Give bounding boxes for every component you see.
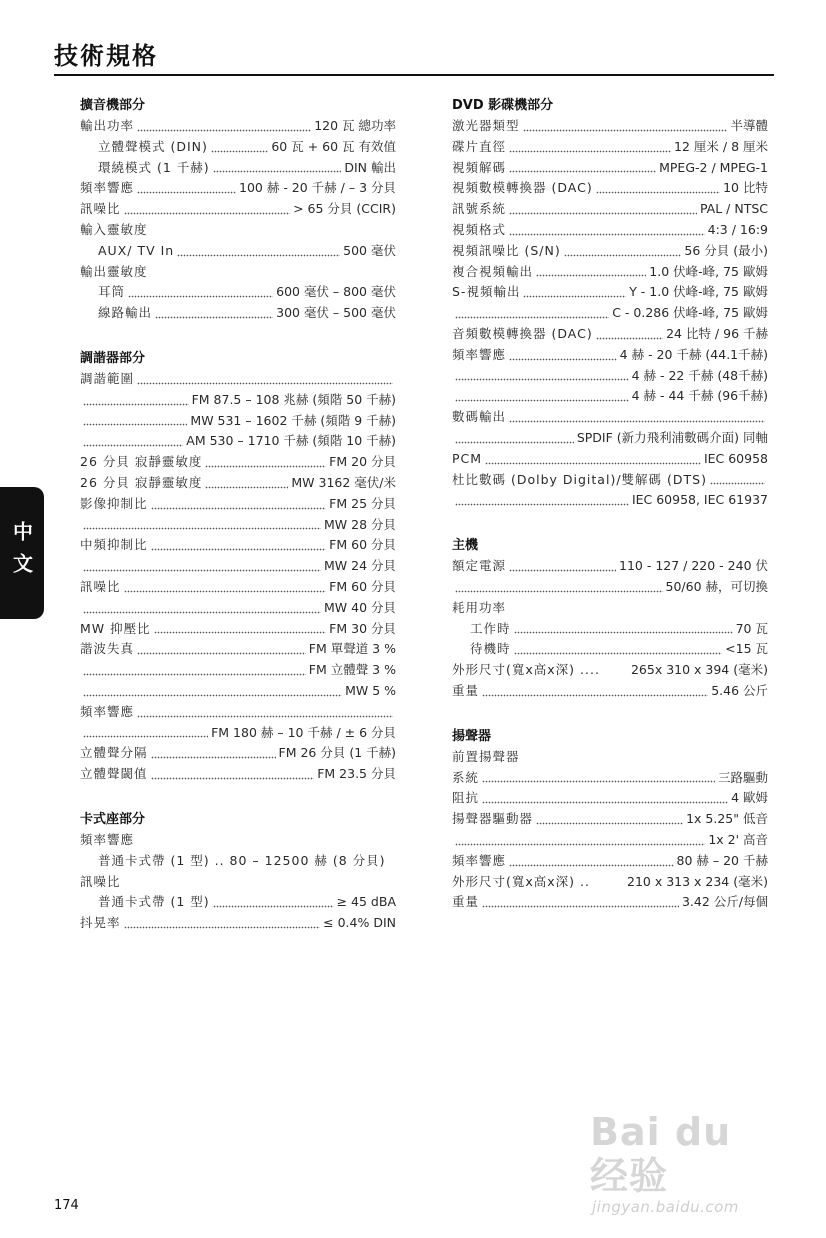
- spec-value: 300 毫伏 – 500 毫伏: [276, 305, 396, 321]
- section-title: 揚聲器: [452, 728, 492, 744]
- spec-row: [452, 598, 768, 619]
- spec-row: [80, 851, 396, 872]
- spec-section: [452, 727, 768, 913]
- spec-row: [452, 809, 768, 830]
- spec-value: 50/60 赫，可切換: [665, 578, 768, 594]
- spec-label: 26 分貝 寂靜靈敏度: [80, 454, 203, 470]
- spec-label: 輸出功率: [80, 118, 135, 133]
- spec-value: 600 毫伏 – 800 毫伏: [276, 284, 396, 300]
- section-title: 調諧器部分: [80, 350, 146, 366]
- spec-value: AM 530 – 1710 千赫 (頻階 10 千赫): [186, 433, 396, 449]
- spec-value: 三路驅動: [717, 769, 768, 785]
- baidu-watermark: [590, 1110, 780, 1216]
- dot-leader: [523, 127, 728, 132]
- spec-row: [452, 116, 768, 137]
- dot-leader: [124, 924, 321, 929]
- spec-row: [80, 639, 396, 660]
- spec-label: 影像抑制比: [80, 495, 148, 511]
- spec-row: [80, 702, 396, 723]
- spec-value: 24 比特 / 96 千赫: [666, 325, 768, 341]
- dot-leader: [213, 168, 342, 173]
- spec-value: C - 0.286 伏峰-峰, 75 歐姆: [612, 305, 768, 321]
- spec-value: 56 分貝 (最小): [684, 242, 768, 258]
- dot-leader: [137, 189, 236, 194]
- title-rule: [54, 74, 774, 76]
- spec-value: FM 60 分貝: [329, 537, 396, 553]
- spec-label: 音頻數模轉換器 (DAC): [452, 325, 593, 341]
- spec-section: [80, 810, 396, 934]
- spec-row: [452, 386, 768, 407]
- spec-row: [80, 681, 396, 702]
- spec-label: 阻抗: [452, 790, 480, 806]
- page-number: 174: [54, 1198, 79, 1213]
- spec-label: 頻率響應: [80, 831, 135, 847]
- page-title: 技術規格: [54, 42, 158, 70]
- spec-value: 4 赫 - 20 千赫 (44.1千赫): [619, 346, 768, 362]
- spec-value: PAL / NTSC: [699, 201, 768, 217]
- spec-label: 輸出靈敏度: [80, 263, 148, 279]
- dot-leader: [509, 862, 674, 867]
- dot-leader: [83, 733, 208, 738]
- spec-row: [452, 470, 768, 491]
- spec-value: FM 23.5 分貝: [317, 766, 396, 782]
- dot-leader: [596, 189, 720, 194]
- spec-value: ≥ 45 dBA: [336, 894, 396, 910]
- spec-label: 複合視頻輸出: [452, 263, 534, 279]
- spec-label: 立體聲模式 (DIN): [98, 138, 208, 154]
- spec-label: S-視頻輸出: [452, 284, 521, 300]
- spec-row: [452, 262, 768, 283]
- spec-label: 頻率響應: [80, 180, 135, 196]
- dot-leader: [83, 401, 189, 406]
- spec-label: 視頻格式: [452, 221, 507, 237]
- dot-leader: [137, 650, 306, 655]
- spec-label: 抖晃率: [80, 915, 121, 931]
- spec-value: FM 60 分貝: [329, 578, 396, 594]
- spec-row: [80, 515, 396, 536]
- dot-leader: [710, 480, 765, 485]
- spec-label: 外形尺寸(寬x高x深) ..: [452, 873, 590, 889]
- spec-label: 訊號系統: [452, 201, 507, 217]
- spec-label: 頻率響應: [452, 852, 507, 868]
- spec-value: 1x 2' 高音: [708, 831, 768, 847]
- spec-row: [452, 158, 768, 179]
- spec-label: 系統: [452, 769, 480, 785]
- spec-label: 訊噪比: [80, 578, 121, 594]
- spec-value: MPEG-2 / MPEG-1: [659, 159, 768, 175]
- spec-row: [452, 892, 768, 913]
- language-side-tab: [0, 487, 44, 619]
- spec-label: 數碼輸出: [452, 409, 507, 425]
- dot-leader: [83, 421, 187, 426]
- right-column: [452, 96, 768, 938]
- spec-value: FM 87.5 – 108 兆赫 (頻階 50 千赫): [191, 391, 396, 407]
- spec-value: 4:3 / 16:9: [707, 221, 768, 237]
- spec-value: 100 赫 - 20 千赫 / – 3 分貝: [239, 180, 396, 196]
- spec-row: [452, 768, 768, 789]
- spec-row: [452, 241, 768, 262]
- spec-value: <15 瓦: [725, 641, 768, 657]
- spec-label: 26 分貝 寂靜靈敏度: [80, 474, 203, 490]
- watermark-logo: [590, 1110, 780, 1198]
- spec-value: Y - 1.0 伏峰-峰, 75 歐姆: [629, 284, 768, 300]
- spec-row: [80, 220, 396, 241]
- spec-value: 12 厘米 / 8 厘米: [674, 138, 768, 154]
- spec-label: 杜比數碼 (Dolby Digital)/雙解碼 (DTS): [452, 471, 707, 487]
- dot-leader: [205, 484, 288, 489]
- spec-row: [80, 178, 396, 199]
- spec-row: [80, 913, 396, 934]
- spec-value: 10 比特: [723, 180, 768, 196]
- spec-row: [80, 282, 396, 303]
- spec-label: 視頻數模轉換器 (DAC): [452, 180, 593, 196]
- dot-leader: [536, 272, 646, 277]
- dot-leader: [211, 148, 268, 153]
- spec-label: 訊噪比: [80, 873, 121, 889]
- spec-value: 4 赫 - 44 千赫 (96千赫): [631, 388, 768, 404]
- spec-value: 1.0 伏峰-峰, 75 歐姆: [649, 263, 768, 279]
- spec-value: > 65 分貝 (CCIR): [293, 201, 396, 217]
- dot-leader: [83, 567, 321, 572]
- spec-value: 半導體: [730, 118, 768, 133]
- spec-row: [452, 345, 768, 366]
- spec-row: [452, 681, 768, 702]
- spec-label: 待機時: [470, 641, 511, 657]
- spec-row: [80, 452, 396, 473]
- spec-value: DIN 輸出: [344, 159, 396, 175]
- dot-leader: [455, 501, 629, 506]
- spec-row: [80, 556, 396, 577]
- watermark-url: jingyan.baidu.com: [592, 1198, 739, 1216]
- spec-value: SPDIF (新力飛利浦數碼介面) 同軸: [576, 429, 768, 445]
- spec-row: [452, 449, 768, 470]
- spec-label: 輸入靈敏度: [80, 221, 148, 237]
- spec-label: 環繞模式 (1 千赫): [98, 159, 210, 175]
- spec-row: [452, 747, 768, 768]
- spec-row: [80, 577, 396, 598]
- section-title: 擴音機部分: [80, 98, 146, 113]
- spec-label: AUX/ TV In: [98, 242, 175, 258]
- spec-value: FM 30 分貝: [329, 620, 396, 636]
- spec-value: 265x 310 x 394 (毫米): [630, 662, 768, 678]
- spec-value: 80 赫 – 20 千赫: [676, 852, 768, 868]
- spec-row: [80, 619, 396, 640]
- spec-row: [452, 556, 768, 577]
- dot-leader: [482, 799, 728, 804]
- dot-leader: [509, 231, 705, 236]
- spec-value: FM 180 赫 – 10 千赫 / ± 6 分貝: [211, 724, 396, 740]
- spec-label: 普通卡式帶 (1 型): [98, 894, 210, 910]
- spec-label: MW 抑壓比: [80, 620, 151, 636]
- dot-leader: [137, 380, 393, 385]
- dot-leader: [213, 903, 334, 908]
- dot-leader: [151, 505, 327, 510]
- spec-row: [80, 369, 396, 390]
- spec-row: [452, 788, 768, 809]
- spec-label: 額定電源: [452, 558, 507, 574]
- spec-row: [452, 639, 768, 660]
- dot-leader: [514, 650, 723, 655]
- spec-row: [80, 116, 396, 137]
- spec-label: 立體聲分隔: [80, 745, 148, 761]
- spec-row: [80, 431, 396, 452]
- spec-row: [80, 137, 396, 158]
- spec-row: [80, 660, 396, 681]
- left-column: [80, 96, 396, 959]
- spec-row: [80, 892, 396, 913]
- spec-value: FM 25 分貝: [329, 495, 396, 511]
- spec-row: [80, 764, 396, 785]
- dot-leader: [137, 713, 393, 718]
- spec-section: [452, 96, 768, 511]
- dot-leader: [455, 841, 705, 846]
- spec-label: 前置揚聲器: [452, 748, 520, 764]
- spec-label: 激光器類型: [452, 118, 520, 133]
- spec-label: 耗用功率: [452, 599, 507, 615]
- dot-leader: [155, 314, 273, 319]
- spec-value: MW 40 分貝: [324, 599, 396, 615]
- spec-value: ≤ 0.4% DIN: [323, 915, 396, 931]
- spec-row: [80, 598, 396, 619]
- dot-leader: [485, 460, 701, 465]
- spec-value: 210 x 313 x 234 (毫米): [627, 873, 768, 889]
- spec-row: [452, 366, 768, 387]
- dot-leader: [455, 376, 629, 381]
- spec-label: 工作時: [470, 620, 511, 636]
- dot-leader: [564, 252, 682, 257]
- dot-leader: [128, 293, 273, 298]
- spec-label: 外形尺寸(寬x高x深) ....: [452, 662, 600, 678]
- spec-row: [80, 872, 396, 893]
- dot-leader: [83, 609, 321, 614]
- spec-value: MW 24 分貝: [324, 558, 396, 574]
- spec-value: MW 531 – 1602 千赫 (頻階 9 千赫): [190, 412, 396, 428]
- spec-label: 普通卡式帶 (1 型) .. 80 – 12500 赫 (8 分貝): [98, 852, 386, 868]
- spec-row: [80, 494, 396, 515]
- spec-row: [80, 411, 396, 432]
- dot-leader: [151, 546, 327, 551]
- dot-leader: [205, 463, 326, 468]
- spec-row: [80, 262, 396, 283]
- dot-leader: [83, 442, 183, 447]
- spec-row: [80, 390, 396, 411]
- language-side-tab-label: 中文: [9, 521, 34, 585]
- dot-leader: [83, 692, 342, 697]
- spec-value: 1x 5.25" 低音: [686, 811, 768, 827]
- spec-section: [80, 349, 396, 785]
- spec-row: [452, 220, 768, 241]
- spec-section: [80, 96, 396, 324]
- spec-value: FM 26 分貝 (1 千赫): [278, 745, 396, 761]
- spec-row: [452, 851, 768, 872]
- spec-label: 頻率響應: [80, 703, 135, 719]
- spec-row: [80, 241, 396, 262]
- dot-leader: [509, 418, 765, 423]
- spec-value: 4 赫 - 22 千赫 (48千赫): [631, 367, 768, 383]
- dot-leader: [482, 692, 708, 697]
- spec-value: FM 立體聲 3 %: [308, 662, 396, 678]
- spec-value: 500 毫伏: [343, 242, 396, 258]
- spec-value: 5.46 公斤: [711, 682, 768, 698]
- spec-row: [452, 577, 768, 598]
- spec-label: 立體聲閾值: [80, 766, 148, 782]
- spec-value: 60 瓦 + 60 瓦 有效值: [271, 138, 396, 154]
- spec-value: MW 28 分貝: [324, 516, 396, 532]
- spec-row: [452, 324, 768, 345]
- spec-row: [452, 830, 768, 851]
- section-title: 卡式座部分: [80, 811, 146, 827]
- spec-value: MW 5 %: [345, 682, 396, 698]
- dot-leader: [455, 397, 629, 402]
- spec-row: [452, 428, 768, 449]
- spec-value: IEC 60958: [703, 450, 768, 466]
- dot-leader: [509, 356, 617, 361]
- dot-leader: [151, 775, 315, 780]
- spec-row: [80, 535, 396, 556]
- dot-leader: [523, 293, 626, 298]
- spec-row: [452, 490, 768, 511]
- spec-label: 視頻訊噪比 (S/N): [452, 242, 561, 258]
- dot-leader: [177, 252, 340, 257]
- spec-row: [80, 473, 396, 494]
- dot-leader: [455, 439, 574, 444]
- spec-label: 重量: [452, 894, 480, 910]
- spec-row: [452, 199, 768, 220]
- spec-row: [452, 660, 768, 681]
- dot-leader: [509, 567, 616, 572]
- spec-label: 中頻抑制比: [80, 537, 148, 553]
- spec-label: 諧波失真: [80, 641, 135, 657]
- spec-label: 視頻解碼: [452, 159, 507, 175]
- spec-row: [80, 303, 396, 324]
- spec-value: 110 - 127 / 220 - 240 伏: [619, 558, 768, 574]
- spec-row: [452, 303, 768, 324]
- spec-label: 揚聲器驅動器: [452, 811, 534, 827]
- spec-row: [452, 137, 768, 158]
- dot-leader: [596, 335, 663, 340]
- spec-value: IEC 60958, IEC 61937: [631, 492, 768, 508]
- spec-row: [80, 199, 396, 220]
- spec-value: 70 瓦: [735, 620, 768, 636]
- spec-value: MW 3162 毫伏/米: [291, 474, 396, 490]
- dot-leader: [455, 588, 663, 593]
- spec-value: FM 單聲道 3 %: [308, 641, 396, 657]
- spec-row: [80, 158, 396, 179]
- dot-leader: [83, 671, 306, 676]
- spec-label: 碟片直徑: [452, 138, 507, 154]
- spec-row: [452, 872, 768, 893]
- spec-label: 線路輸出: [98, 305, 153, 321]
- spec-row: [80, 743, 396, 764]
- watermark-brand: Bai du 经验: [590, 1110, 732, 1198]
- spec-label: 訊噪比: [80, 201, 121, 217]
- spec-value: FM 20 分貝: [329, 454, 396, 470]
- dot-leader: [154, 629, 327, 634]
- dot-leader: [509, 210, 697, 215]
- spec-label: 調諧範圍: [80, 370, 135, 386]
- dot-leader: [514, 629, 733, 634]
- spec-row: [80, 830, 396, 851]
- spec-label: PCM: [452, 450, 483, 466]
- dot-leader: [509, 168, 656, 173]
- dot-leader: [151, 754, 276, 759]
- dot-leader: [124, 588, 327, 593]
- spec-row: [452, 407, 768, 428]
- spec-label: 重量: [452, 682, 480, 698]
- dot-leader: [124, 210, 291, 215]
- spec-row: [452, 619, 768, 640]
- spec-value: 4 歐姆: [731, 790, 768, 806]
- spec-section: [452, 536, 768, 702]
- spec-row: [452, 178, 768, 199]
- dot-leader: [536, 820, 683, 825]
- dot-leader: [482, 778, 715, 783]
- dot-leader: [509, 148, 671, 153]
- dot-leader: [83, 525, 321, 530]
- spec-label: 頻率響應: [452, 346, 507, 362]
- spec-row: [452, 282, 768, 303]
- dot-leader: [137, 127, 311, 132]
- spec-row: [80, 723, 396, 744]
- dot-leader: [482, 903, 679, 908]
- spec-value: 3.42 公斤/每個: [681, 894, 768, 910]
- dot-leader: [455, 314, 609, 319]
- spec-label: 耳筒: [98, 284, 126, 300]
- section-title: DVD 影碟機部分: [452, 98, 554, 113]
- spec-value: 120 瓦 總功率: [314, 118, 396, 133]
- section-title: 主機: [452, 538, 479, 554]
